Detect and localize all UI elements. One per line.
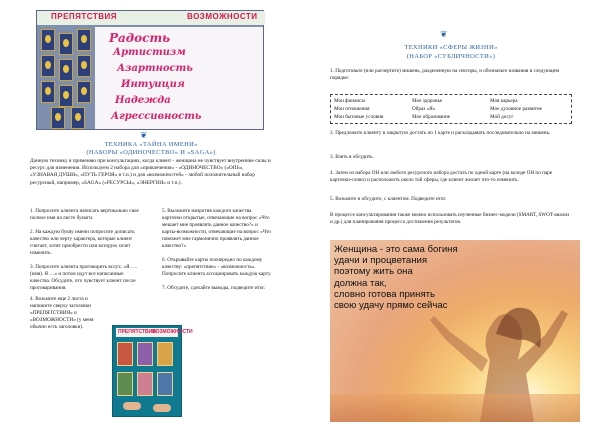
- table-cell: Мои бытовые условия: [334, 114, 384, 120]
- board-word: Радость: [109, 31, 171, 45]
- obstacles-label: ПРЕПЯТСТВИЯ: [51, 12, 118, 21]
- board-word: Надежда: [115, 95, 171, 106]
- table-row: [334, 113, 568, 121]
- technique-title: ТЕХНИКА «ТАЙНА ИМЕНИ»: [104, 141, 198, 148]
- hand: [153, 404, 171, 412]
- step-text: 3. Попросите клиента проговорить вслух: «Я …. (имя). Я …» и потом идут все написанные качества. Обсудите, что чувствует клиент после проговаривания.: [30, 264, 138, 291]
- table-cell: Моя карьера: [490, 98, 518, 104]
- swirl-ornament-icon: ❦: [440, 30, 448, 40]
- photo-label-strip: [116, 328, 193, 337]
- quote-line: удачи и процветания: [334, 255, 428, 267]
- card: [117, 342, 133, 366]
- card: [59, 85, 73, 107]
- technique-subtitle: (НАБОР «СУБЛИЧНОСТИ»): [406, 53, 496, 60]
- card: [77, 81, 91, 103]
- card: [59, 33, 73, 55]
- step-text: 3. Взять в обсудить.: [330, 154, 374, 160]
- step-text: 2. На каждую букву имени попросите дописать качество или черту характера, которые клиент считает, хотят приобрести или которую хочет изменить.: [30, 229, 135, 256]
- card: [41, 55, 55, 77]
- step-text: 5. Выложите напротив каждого качества карточки открытые, отвечающие на вопрос «Что мешает мне проявлять данное качество?» и карты-возможности, отвечающие на вопрос «Что поможет мне гармонично проявлять данное качество?»: [162, 208, 271, 249]
- whiteboard-with-words: [95, 27, 263, 129]
- card-layout-photo: [112, 325, 193, 417]
- life-spheres-table: [330, 94, 572, 124]
- quote-line: Женщина - это сама богиня: [334, 244, 458, 255]
- card: [77, 55, 91, 77]
- card: [41, 29, 55, 51]
- card: [157, 342, 173, 366]
- table-cell: Мои отношения: [334, 106, 370, 112]
- quote-line: поэтому жить она: [334, 266, 413, 278]
- table-row: [334, 97, 568, 105]
- table-cell: Мое духовное развитие: [490, 106, 542, 112]
- card: [41, 81, 55, 103]
- step-text: 4. Затем из набора ОН или любого ресурсного набора достать по одной карте (на колоде ОН по паре карточки-слово) и расположить около той сферы, где клиент желает что-то изменить.: [330, 170, 553, 183]
- board-word: Артистизм: [113, 47, 186, 58]
- sunset-woman-illustration: [330, 240, 580, 422]
- step-text: 7. Обсудите, сделайте выводы, подведите итог.: [162, 285, 266, 291]
- obstacles-label: ПРЕПЯТСТВИЯ: [118, 329, 156, 335]
- quote-line: свою удачу прямо сейчас: [334, 300, 448, 312]
- quote-line: словно готова принять: [334, 288, 436, 300]
- right-page: [300, 0, 600, 424]
- hand: [123, 402, 141, 410]
- table-row: [334, 105, 568, 113]
- table-cell: Мое здоровье: [412, 98, 443, 104]
- step-text: В процессе консультирования также можно использовать изученные бизнес-модели (SMART, SWOT-анализ и др.) для планирования процесса достижения результатов.: [330, 212, 570, 225]
- technique-title: ТЕХНИКИ «СФЕРЫ ЖИЗНИ»: [404, 44, 498, 51]
- table-cell: Мои финансы: [334, 98, 365, 104]
- step-text: 1. Подготовьте (или расчертите) мишень, разделенную на секторы, и обозначьте названия в следующем порядке:: [330, 68, 560, 81]
- sea: [330, 394, 580, 422]
- card: [59, 59, 73, 81]
- table-cell: Образ «Я»: [412, 106, 436, 112]
- board-word: Агрессивность: [111, 111, 202, 122]
- table-cell: Мой досуг: [490, 114, 514, 120]
- board-word: Интуиция: [121, 79, 185, 90]
- steps-column-left-continued: [30, 296, 108, 338]
- step-text: 6. Открывайте карты поочередно по каждому качеству: «препятствие» - «возможность». Попросите клиента ассоциировать каждую карту.: [162, 257, 272, 277]
- card: [77, 29, 91, 51]
- card: [157, 372, 173, 396]
- board-word: Азартность: [117, 63, 193, 74]
- motivational-quote: [334, 244, 534, 311]
- card: [137, 342, 153, 366]
- card: [51, 107, 65, 129]
- card: [71, 107, 85, 129]
- card: [137, 372, 153, 396]
- technique-photo: [36, 10, 264, 130]
- steps-column-right: [162, 208, 272, 299]
- step-text: 2. Предложите клиенту в закрытую достать по 1 карте и раскладывать последовательно на мишень.: [330, 130, 551, 136]
- step-text: 5. Возьмите и обсудите, с клиентом. Подведите итог.: [330, 196, 447, 202]
- photo-label-strip: [37, 11, 265, 25]
- technique-intro: Данную технику я применяю при консультациях, когда клиент - женщина не чувствует внутренние силы и ресурс для изменения. Используем 2 набора для «привлечения» - «ОДИНОЧЕСТВО» («ОПЬ», «УЗНАВАЯ ДУШИ», «ПУТЬ ГЕРОЯ» и т.п.) и для «возможностей» - любой положительный набор ресурсный, например, «SAGA» («РЕСУРСЫ», «ЭНЕРГИЯ» и т.п.).: [30, 158, 271, 186]
- table-cell: Мое образование: [412, 114, 451, 120]
- opportunities-label: ВОЗМОЖНОСТИ: [152, 329, 193, 335]
- steps-column-left: [30, 208, 142, 299]
- step-text: 4. Возьмите еще 2 листа и напишите сверху заголовки «ПРЕПЯТСТВИЯ» и «ВОЗМОЖНОСТИ» (у меня обычно есть заголовки).: [30, 296, 94, 330]
- opportunities-label: ВОЗМОЖНОСТИ: [187, 12, 258, 21]
- quote-line: должна так,: [334, 277, 387, 289]
- card: [117, 372, 133, 396]
- card-spread: [39, 29, 95, 129]
- technique-subtitle: (НАБОРЫ «ОДИНОЧЕСТВО» И «SAGA»): [86, 149, 216, 156]
- swirl-ornament-icon: ❦: [140, 131, 148, 141]
- step-text: 1. Попросите клиента написать вертикально свое полное имя на листе бумаги.: [30, 208, 139, 221]
